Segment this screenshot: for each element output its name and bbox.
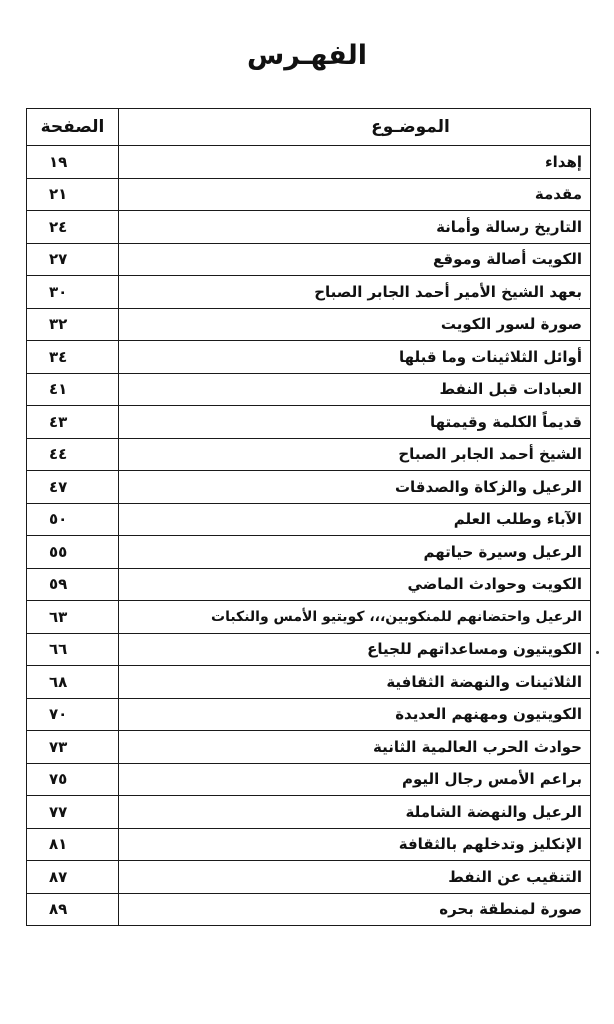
- stray-ink-dot: [596, 651, 599, 654]
- entry-page: ٥٩: [27, 568, 119, 601]
- entry-page: ٢١: [27, 178, 119, 211]
- entry-topic: أوائل الثلاثينات وما قبلها: [119, 341, 591, 374]
- entry-topic: الكويتيون ومساعداتهم للجياع: [119, 633, 591, 666]
- page-title: الفهـرس: [247, 40, 367, 71]
- entry-topic: الرعيل واحتضانهم للمنكوبين،،، كويتيو الأمس والنكبات: [119, 601, 591, 634]
- table-row: [27, 406, 591, 439]
- table-row: [27, 601, 591, 634]
- table-row: [27, 276, 591, 309]
- entry-topic: الكويت وحوادث الماضي: [119, 568, 591, 601]
- entry-page: ٥٠: [27, 503, 119, 536]
- table-row: [27, 471, 591, 504]
- entry-page: ٤١: [27, 373, 119, 406]
- entry-topic: الكويت أصالة وموقع: [119, 243, 591, 276]
- table-row: [27, 828, 591, 861]
- entry-topic: العبادات قبل النفط: [119, 373, 591, 406]
- table-row: [27, 893, 591, 926]
- entry-topic: حوادث الحرب العالمية الثانية: [119, 731, 591, 764]
- entry-page: ٧٧: [27, 796, 119, 829]
- entry-topic: الرعيل وسيرة حياتهم: [119, 536, 591, 569]
- entry-topic: صورة لمنطقة بحره: [119, 893, 591, 926]
- entry-page: ٤٤: [27, 438, 119, 471]
- entry-page: ٦٨: [27, 666, 119, 699]
- entry-topic: الثلاثينات والنهضة الثقافية: [119, 666, 591, 699]
- table-row: [27, 243, 591, 276]
- table-row: [27, 731, 591, 764]
- entry-page: ٤٣: [27, 406, 119, 439]
- entry-topic: الآباء وطلب العلم: [119, 503, 591, 536]
- entry-page: ٢٧: [27, 243, 119, 276]
- entry-page: ٦٣: [27, 601, 119, 634]
- entry-page: ٢٤: [27, 211, 119, 244]
- table-row: [27, 666, 591, 699]
- entry-page: ٧٠: [27, 698, 119, 731]
- entry-page: ٨٩: [27, 893, 119, 926]
- entry-page: ٨٧: [27, 861, 119, 894]
- table-row: [27, 633, 591, 666]
- table-row: [27, 308, 591, 341]
- table-row: [27, 763, 591, 796]
- entry-topic: براعم الأمس رجال اليوم: [119, 763, 591, 796]
- entry-topic: الرعيل والزكاة والصدقات: [119, 471, 591, 504]
- entry-page: ٣٠: [27, 276, 119, 309]
- entry-page: ٧٥: [27, 763, 119, 796]
- page-column-header: الصفحة: [27, 109, 119, 146]
- entry-page: ٤٧: [27, 471, 119, 504]
- table-row: [27, 861, 591, 894]
- entry-page: ٣٢: [27, 308, 119, 341]
- entry-page: ٥٥: [27, 536, 119, 569]
- entry-topic: الكويتيون ومهنهم العديدة: [119, 698, 591, 731]
- table-row: [27, 438, 591, 471]
- entry-topic: التنقيب عن النفط: [119, 861, 591, 894]
- entry-topic: بعهد الشيخ الأمير أحمد الجابر الصباح: [119, 276, 591, 309]
- entry-topic: الإنكليز وتدخلهم بالثقافة: [119, 828, 591, 861]
- entry-topic: قديماً الكلمة وقيمتها: [119, 406, 591, 439]
- table-row: [27, 536, 591, 569]
- table-row: [27, 503, 591, 536]
- entry-topic: صورة لسور الكويت: [119, 308, 591, 341]
- entry-topic: الرعيل والنهضة الشاملة: [119, 796, 591, 829]
- topic-column-header: الموضـوع: [119, 109, 591, 146]
- entry-page: ٧٣: [27, 731, 119, 764]
- table-row: [27, 178, 591, 211]
- table-row: [27, 146, 591, 179]
- entry-page: ٨١: [27, 828, 119, 861]
- table-row: [27, 341, 591, 374]
- table-row: [27, 698, 591, 731]
- table-row: [27, 796, 591, 829]
- table-row: [27, 373, 591, 406]
- table-header-row: [27, 109, 591, 146]
- entry-topic: التاريخ رسالة وأمانة: [119, 211, 591, 244]
- table-row: [27, 211, 591, 244]
- entry-page: ١٩: [27, 146, 119, 179]
- entry-page: ٦٦: [27, 633, 119, 666]
- table-of-contents: [26, 108, 591, 926]
- entry-topic: إهداء: [119, 146, 591, 179]
- table-row: [27, 568, 591, 601]
- entry-page: ٣٤: [27, 341, 119, 374]
- entry-topic: الشيخ أحمد الجابر الصباح: [119, 438, 591, 471]
- entry-topic: مقدمة: [119, 178, 591, 211]
